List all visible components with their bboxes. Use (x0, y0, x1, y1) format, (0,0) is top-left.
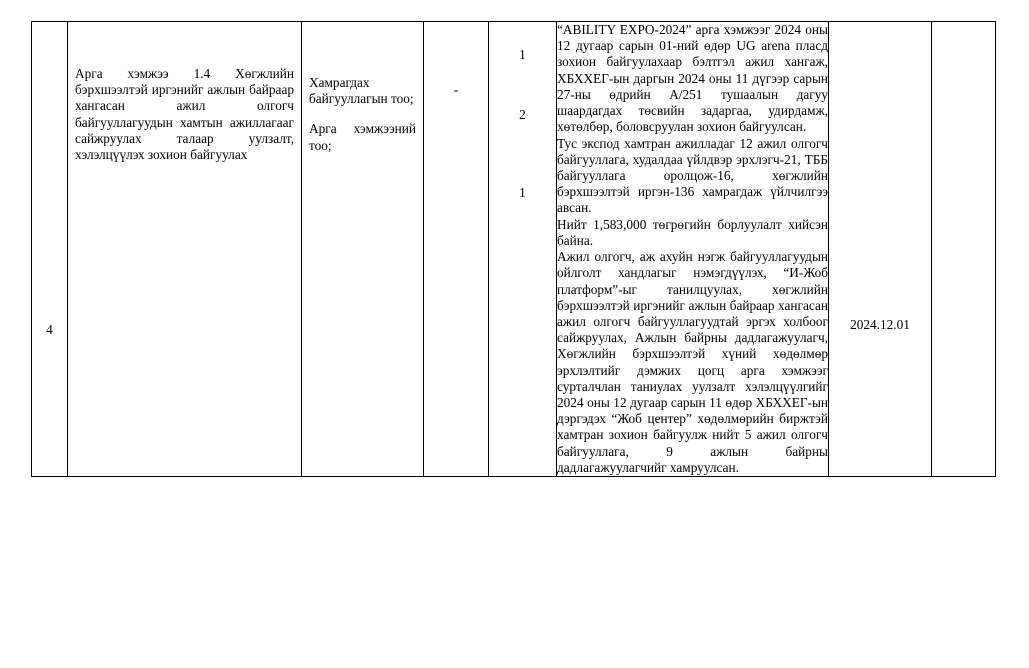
indicator-item-2: Арга хэмжээний тоо; (309, 121, 416, 153)
blank-1-value: - (453, 82, 459, 97)
result-paragraph-4: Ажил олгогч, аж ахуйн нэгж байгууллагуудын ойлголт хандлагыг нэмэгдүүлэх, “И-Жоб платформ”-ыг танилцуулах, хөгжлийн бэрхшээлтэй иргэнийг ажлын байраар хангасан ажил олгогч байгууллагуудтай эргэх холбоог сайжруулах, Ажлын байрны дадлагажуулагч, Хөгжлийн бэрхшээлтэй хүний хөдөлмөр эрхлэлтийг дэмжих цогц арга хэмжээг сурталчлан таниулах уулзалт хэлэлцүүлгийг 2024 оны 12 дугаар сарын 11 өдөр ХБХХЕГ-ын дэргэдэх “Жоб центер” хөдөлмөрийн биржтэй хамтран зохион байгуулж нийт 5 ажил олгогч байгууллага, 9 ажлын байрны дадлагажуулагчийг хамруулсан. (557, 249, 828, 475)
cell-activity (68, 22, 302, 477)
indicator-block (302, 22, 423, 160)
blank-2-value (932, 22, 995, 34)
indicator-item-1: Хамрагдах байгууллагын тоо; (309, 75, 414, 107)
activity-table (31, 21, 996, 477)
date-value: 2024.12.01 (850, 317, 910, 332)
result-paragraph-3: Нийт 1,583,000 төгрөгийн борлуулалт хийсэн байна. (557, 216, 828, 248)
cell-result (557, 22, 829, 477)
cell-count (489, 22, 557, 477)
count-item: 2 (519, 107, 526, 123)
row-number-value: 4 (46, 322, 53, 337)
cell-blank-2 (932, 22, 996, 477)
result-paragraph-2: Тус экспод хамтран ажилладаг 12 ажил олгогч байгууллага, худалдаа үйлдвэр эрхлэгч-21, ТББ байгууллага оролцож-16, хөгжлийн бэрхшээлтэй иргэн-136 хамрагдаж үйлчилгээ авсан. (557, 135, 828, 216)
result-paragraph-1: “ABILITY EXPO-2024” арга хэмжээг 2024 оны 12 дугаар сарын 01-ний өдөр UG arena пласд зохион байгуулахаар бэлтгэл ажил хангаж, ХБХХЕГ-ын даргын 2024 оны 11 дүгээр сарын 27-ны өдрийн А/251 тушаалын дагуу шаардагдах төсвийн задаргаа, удирдамж, хөтөлбөр, боловсруулан зохион байгуулсан. (557, 22, 828, 135)
count-item: 1 (519, 185, 526, 201)
count-list (489, 22, 556, 202)
cell-date (829, 22, 932, 477)
count-item: 1 (519, 47, 526, 62)
activity-text: Арга хэмжээ 1.4 Хөгжлийн бэрхшээлтэй иргэнийг ажлын байраар хангасан ажил олгогч байгууллагуудын хамтын ажиллагааг сайжруулах талаар уулзалт, хэлэлцүүлэх зохион байгуулах (75, 66, 294, 163)
cell-blank-1 (424, 22, 489, 477)
cell-indicator (302, 22, 424, 477)
table-row (32, 22, 996, 477)
cell-row-number (32, 22, 68, 477)
